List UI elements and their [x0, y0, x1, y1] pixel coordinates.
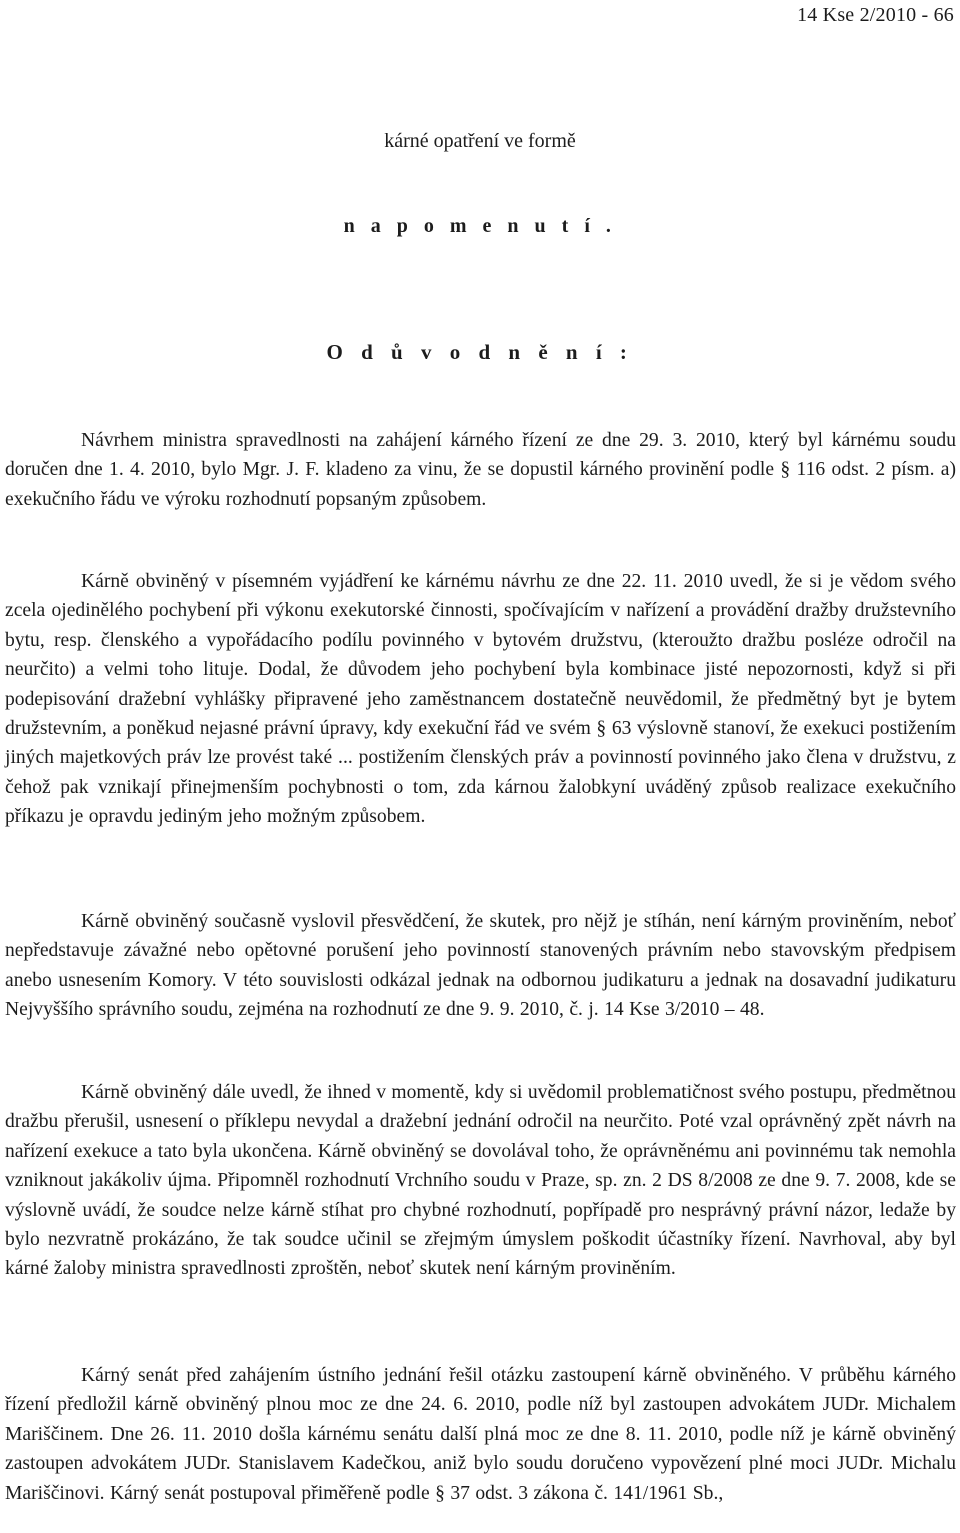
paragraph-representation: Kárný senát před zahájením ústního jednání řešil otázku zastoupení kárně obviněného. V průběhu kárného řízení předložil kárně obviněný plnou moc ze dne 24. 6. 2010, podle níž byl zastoupen advokátem JUDr. Michalem Mariščinem. Dne 26. 11. 2010 došla kárnému senátu další plná moc ze dne 8. 11. 2010, podle níž je kárně obviněný zastoupen advokátem JUDr. Stanislavem Kadečkou, aniž bylo soudu doručeno vypovězení plné moci JUDr. Michalu Mariščinovi. Kárný senát postupoval přiměřeně podle § 37 odst. 3 zákona č. 141/1961 Sb.,: [5, 1365, 956, 1504]
paragraph-defense-remedy: Kárně obviněný dále uvedl, že ihned v momentě, kdy si uvědomil problematičnost svého postupu, předmětnou dražbu přerušil, usnesení o příklepu nevydal a dražební jednání odročil na neurčito. Poté vzal oprávněný zpět návrh na nařízení exekuce a tato byla ukončena. Kárně obviněný se dovolával toho, že oprávněnému ani povinnému tak nemohla vzniknout jakákoliv újma. Připomněl rozhodnutí Vrchního soudu v Praze, sp. zn. 2 DS 8/2008 ze dne 9. 7. 2008, kde se výslovně uvádí, že soudce nelze kárně stíhat pro chybné rozhodnutí, popřípadě pro nesprávný právní názor, ledaže by bylo nezvratně prokázáno, že tak soudce učinil se zřejmým úmyslem poškodit účastníky řízení. Navrhoval, aby byl kárné žaloby ministra spravedlnosti zproštěn, neboť skutek není kárným proviněním.: [5, 1082, 956, 1280]
paragraph-indictment: Návrhem ministra spravedlnosti na zahájení kárného řízení ze dne 29. 3. 2010, který byl kárnému soudu doručen dne 1. 4. 2010, bylo Mgr. J. F. kladeno za vinu, že se dopustil kárného provinění podle § 116 odst. 2 písm. a) exekučního řádu ve výroku rozhodnutí popsaným způsobem.: [5, 430, 956, 510]
reasoning-heading: O d ů v o d n ě n í :: [326, 340, 634, 364]
paragraph-defense-opinion: Kárně obviněný současně vyslovil přesvědčení, že skutek, pro nějž je stíhán, není kárným proviněním, neboť nepředstavuje závažné nebo opětovné porušení jeho povinností stanovených právním nebo stavovským předpisem anebo usnesením Komory. V této souvislosti odkázal jednak na odbornou judikaturu a jednak na dosavadní judikaturu Nejvyššího správního soudu, zejména na rozhodnutí ze dne 9. 9. 2010, č. j. 14 Kse 3/2010 – 48.: [5, 911, 956, 1021]
case-number: 14 Kse 2/2010 - 66: [797, 4, 954, 26]
verdict-intro: kárné opatření ve formě: [384, 130, 576, 152]
paragraph-defense-statement: Kárně obviněný v písemném vyjádření ke kárnému návrhu ze dne 22. 11. 2010 uvedl, že si je vědom svého zcela ojedinělého pochybení při výkonu exekutorské činnosti, spočívajícím v nařízení a provádění dražby družstevního bytu, resp. členského a vypořádacího podílu povinného v bytovém družstvu, (kteroužto dražbu posléze odročil na neurčito) a velmi toho lituje. Dodal, že důvodem jeho pochybení byla kombinace jisté nepozornosti, když si při podepisování dražební vyhlášky připravené jeho zaměstnancem dostatečně neuvědomil, že předmětný byt je bytem družstevním, a poněkud nejasné právní úpravy, kdy exekuční řád ve svém § 63 výslovně stanoví, že exekuci postižením jiných majetkových práv lze provést také ... postižením členských práv a povinností povinného jako člena v družstvu, z čehož pak vznikají přinejmenším pochybnosti o tom, zda kárnou žalobkyní uváděný způsob realizace exekučního příkazu je opravdu jediným jeho možným způsobem.: [5, 571, 956, 828]
verdict-measure: n a p o m e n u t í .: [343, 215, 617, 237]
